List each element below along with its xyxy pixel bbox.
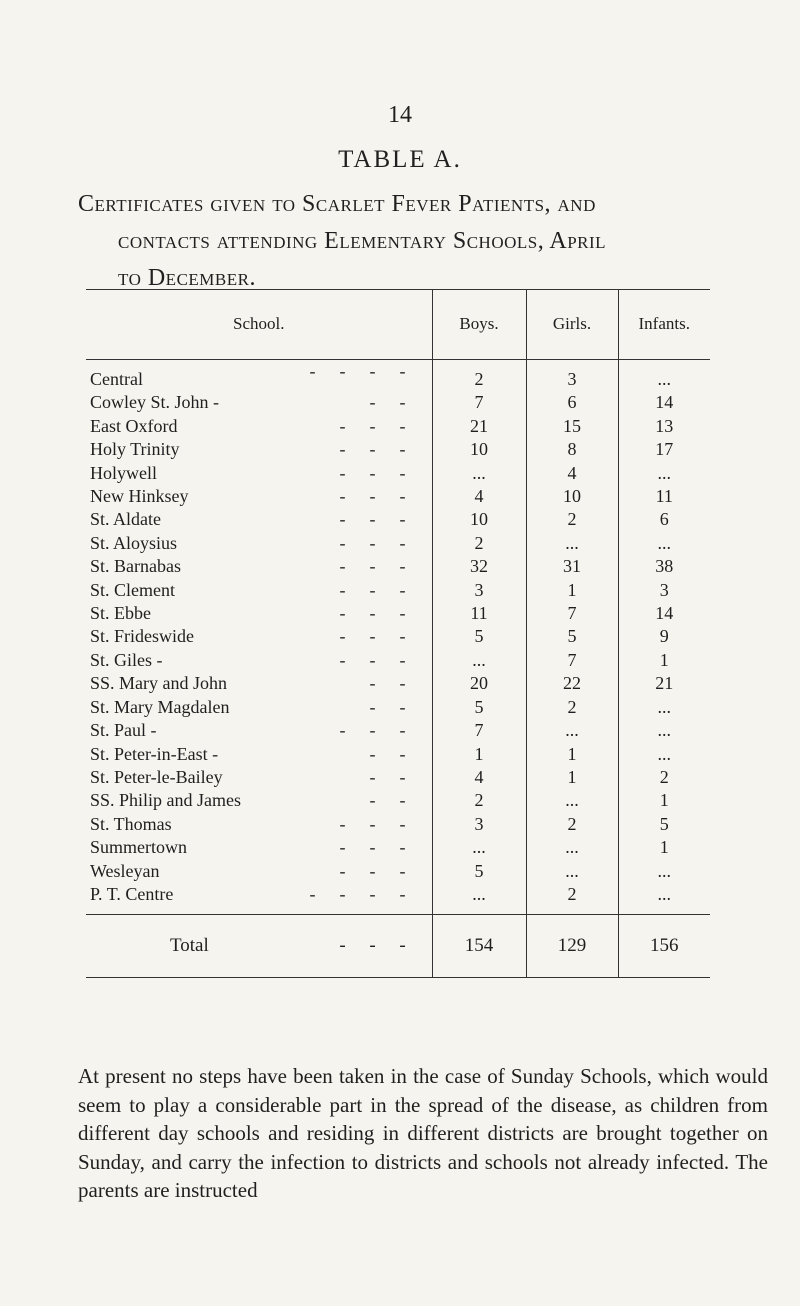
- dash-leader: [328, 579, 418, 602]
- cell-infants: ...: [618, 462, 710, 485]
- heading-line-3: to December.: [118, 265, 256, 291]
- dash: -: [369, 743, 376, 764]
- heading-line-1: Certificates given to Scarlet Fever Patients, and: [78, 191, 596, 217]
- school-name: St. Barnabas: [90, 556, 181, 577]
- table-row: [86, 860, 710, 883]
- school-name: Cowley St. John -: [90, 392, 220, 413]
- table-row: [86, 696, 710, 719]
- cell-boys: 2: [432, 360, 526, 392]
- table-row: [86, 438, 710, 461]
- cell-boys: 3: [432, 579, 526, 602]
- dash-leader: [328, 813, 418, 836]
- cell-girls: 7: [526, 649, 618, 672]
- table-row: [86, 485, 710, 508]
- cell-infants: ...: [618, 719, 710, 742]
- dash: -: [399, 883, 406, 904]
- cell-infants: ...: [618, 860, 710, 883]
- table-row: [86, 813, 710, 836]
- school-cell: [86, 719, 432, 742]
- cell-girls: 2: [526, 696, 618, 719]
- cell-infants: 1: [618, 649, 710, 672]
- cell-girls: ...: [526, 860, 618, 883]
- dash: -: [399, 603, 406, 624]
- dash: -: [369, 813, 376, 834]
- cell-boys: 3: [432, 813, 526, 836]
- dash-leader: [358, 391, 418, 414]
- dash: -: [399, 415, 406, 436]
- total-girls: 129: [526, 915, 618, 978]
- cell-boys: 7: [432, 719, 526, 742]
- column-header-school: School.: [86, 290, 432, 360]
- school-name: St. Ebbe: [90, 603, 151, 624]
- dash: -: [339, 813, 346, 834]
- school-name: St. Giles -: [90, 649, 163, 670]
- school-cell: [86, 391, 432, 414]
- school-name: St. Thomas: [90, 813, 172, 834]
- cell-boys: ...: [432, 883, 526, 915]
- school-cell: [86, 602, 432, 625]
- dash: -: [399, 720, 406, 741]
- cell-girls: 1: [526, 766, 618, 789]
- dash: -: [339, 935, 346, 957]
- table-row: [86, 360, 710, 392]
- school-name: New Hinksey: [90, 486, 189, 507]
- school-name: Central: [90, 369, 143, 389]
- school-name: St. Peter-in-East -: [90, 743, 219, 764]
- dash: -: [369, 766, 376, 787]
- dash-leader: [298, 883, 418, 906]
- dash-leader: [328, 625, 418, 648]
- dash-leader: [358, 766, 418, 789]
- dash: -: [399, 392, 406, 413]
- cell-infants: ...: [618, 696, 710, 719]
- dash: -: [339, 649, 346, 670]
- dash: -: [369, 579, 376, 600]
- school-name: St. Aloysius: [90, 532, 178, 553]
- dash-leader: [358, 743, 418, 766]
- cell-boys: 21: [432, 415, 526, 438]
- school-name: St. Frideswide: [90, 626, 195, 647]
- dash: -: [399, 673, 406, 694]
- dash: -: [399, 626, 406, 647]
- dash: -: [399, 696, 406, 717]
- school-cell: [86, 438, 432, 461]
- table-row: [86, 579, 710, 602]
- school-cell: [86, 649, 432, 672]
- cell-girls: 5: [526, 625, 618, 648]
- school-name: P. T. Centre: [90, 883, 174, 904]
- total-boys: 154: [432, 915, 526, 978]
- cell-infants: ...: [618, 532, 710, 555]
- cell-boys: 4: [432, 766, 526, 789]
- dash: -: [339, 439, 346, 460]
- cell-girls: 7: [526, 602, 618, 625]
- cell-girls: 10: [526, 485, 618, 508]
- dash: -: [339, 883, 346, 904]
- school-name: Wesleyan: [90, 860, 160, 881]
- dash: -: [369, 532, 376, 553]
- cell-boys: 2: [432, 789, 526, 812]
- dash: -: [369, 415, 376, 436]
- table-heading: [78, 186, 768, 297]
- cell-girls: ...: [526, 789, 618, 812]
- school-cell: [86, 625, 432, 648]
- heading-line-2: contacts attending Elementary Schools, April: [118, 228, 607, 254]
- school-name: Holywell: [90, 462, 157, 483]
- dash: -: [339, 415, 346, 436]
- school-cell: [86, 743, 432, 766]
- dash: -: [339, 532, 346, 553]
- table-header-row: [86, 290, 710, 360]
- cell-girls: 3: [526, 360, 618, 392]
- cell-boys: 5: [432, 860, 526, 883]
- total-label: Total: [170, 935, 209, 957]
- dash-leader: [328, 555, 418, 578]
- dash-leader: [328, 836, 418, 859]
- cell-girls: 4: [526, 462, 618, 485]
- dash-leader: [298, 360, 418, 383]
- dash: -: [399, 439, 406, 460]
- table-row: [86, 415, 710, 438]
- dash-leader: [328, 462, 418, 485]
- dash: -: [339, 486, 346, 507]
- table-row: [86, 462, 710, 485]
- dash-leader: [328, 532, 418, 555]
- cell-infants: ...: [618, 883, 710, 915]
- dash-leader: [328, 602, 418, 625]
- dash: -: [369, 883, 376, 904]
- cell-boys: 5: [432, 696, 526, 719]
- cell-boys: 7: [432, 391, 526, 414]
- dash: -: [369, 556, 376, 577]
- cell-infants: 5: [618, 813, 710, 836]
- table-row: [86, 672, 710, 695]
- school-name: SS. Philip and James: [90, 790, 242, 811]
- cell-boys: 20: [432, 672, 526, 695]
- dash: -: [369, 509, 376, 530]
- body-paragraph: At present no steps have been taken in the case of Sunday Schools, which would seem to play a considerable part in the spread of the disease, as children from different day schools and residing in different districts are brought together on Sunday, and carry the infection to districts and schools not already infected. The parents are instructed: [78, 1064, 768, 1202]
- dash: -: [369, 486, 376, 507]
- dash: -: [339, 556, 346, 577]
- dash: -: [399, 649, 406, 670]
- table-row: [86, 391, 710, 414]
- school-name: St. Clement: [90, 579, 175, 600]
- dash: -: [309, 883, 316, 904]
- dash: -: [369, 837, 376, 858]
- table-row: [86, 532, 710, 555]
- dash: -: [369, 462, 376, 483]
- dash: -: [339, 626, 346, 647]
- dash: -: [369, 673, 376, 694]
- cell-infants: 14: [618, 602, 710, 625]
- table-row: [86, 883, 710, 915]
- cell-boys: ...: [432, 462, 526, 485]
- dash: -: [369, 439, 376, 460]
- dash: -: [369, 860, 376, 881]
- dash: -: [339, 603, 346, 624]
- cell-infants: 21: [618, 672, 710, 695]
- cell-infants: 17: [618, 438, 710, 461]
- table-title: TABLE A.: [338, 146, 462, 173]
- total-row: [86, 915, 710, 978]
- cell-girls: ...: [526, 532, 618, 555]
- cell-boys: 2: [432, 532, 526, 555]
- school-cell: [86, 485, 432, 508]
- dash-leader: [328, 719, 418, 742]
- cell-girls: ...: [526, 836, 618, 859]
- dash: -: [399, 790, 406, 811]
- cell-infants: 1: [618, 789, 710, 812]
- school-name: SS. Mary and John: [90, 673, 228, 694]
- school-cell: [86, 672, 432, 695]
- cell-boys: 1: [432, 743, 526, 766]
- school-cell: [86, 579, 432, 602]
- cell-girls: 2: [526, 508, 618, 531]
- cell-girls: 15: [526, 415, 618, 438]
- cell-girls: ...: [526, 719, 618, 742]
- dash: -: [399, 743, 406, 764]
- cell-boys: 5: [432, 625, 526, 648]
- cell-boys: 10: [432, 508, 526, 531]
- dash: -: [309, 361, 316, 381]
- total-label-cell: [86, 915, 432, 978]
- dash: -: [339, 579, 346, 600]
- dash: -: [399, 860, 406, 881]
- cell-infants: ...: [618, 360, 710, 392]
- dash: -: [369, 626, 376, 647]
- cell-boys: 32: [432, 555, 526, 578]
- school-cell: [86, 532, 432, 555]
- certificates-table: [86, 289, 710, 978]
- cell-girls: 2: [526, 813, 618, 836]
- cell-infants: 38: [618, 555, 710, 578]
- school-cell: [86, 883, 432, 915]
- cell-infants: 6: [618, 508, 710, 531]
- cell-girls: 1: [526, 743, 618, 766]
- cell-infants: 1: [618, 836, 710, 859]
- school-cell: [86, 360, 432, 392]
- dash: -: [369, 935, 376, 957]
- school-name: St. Mary Magdalen: [90, 696, 230, 717]
- school-name: St. Peter-le-Bailey: [90, 766, 223, 787]
- dash-leader: [328, 415, 418, 438]
- table-row: [86, 649, 710, 672]
- dash: -: [369, 392, 376, 413]
- table-row: [86, 719, 710, 742]
- dash: -: [399, 813, 406, 834]
- school-name: East Oxford: [90, 415, 178, 436]
- table-row: [86, 743, 710, 766]
- cell-boys: 4: [432, 485, 526, 508]
- dash-leader: [358, 696, 418, 719]
- dash: -: [369, 696, 376, 717]
- dash-leader: [328, 508, 418, 531]
- school-cell: [86, 415, 432, 438]
- cell-girls: 8: [526, 438, 618, 461]
- page-number: 14: [388, 102, 412, 128]
- cell-girls: 2: [526, 883, 618, 915]
- dash: -: [399, 532, 406, 553]
- school-name: St. Aldate: [90, 509, 161, 530]
- dash: -: [369, 790, 376, 811]
- table-row: [86, 766, 710, 789]
- cell-infants: 9: [618, 625, 710, 648]
- cell-girls: 6: [526, 391, 618, 414]
- school-cell: [86, 813, 432, 836]
- dash: -: [339, 837, 346, 858]
- school-name: Holy Trinity: [90, 439, 180, 460]
- cell-infants: 2: [618, 766, 710, 789]
- school-cell: [86, 860, 432, 883]
- cell-boys: 10: [432, 438, 526, 461]
- dash: -: [339, 720, 346, 741]
- table-row: [86, 625, 710, 648]
- column-header-boys: Boys.: [432, 290, 526, 360]
- dash: -: [369, 603, 376, 624]
- dash: -: [399, 486, 406, 507]
- dash-leader: [328, 485, 418, 508]
- cell-girls: 1: [526, 579, 618, 602]
- cell-infants: ...: [618, 743, 710, 766]
- dash: -: [339, 361, 346, 381]
- school-cell: [86, 462, 432, 485]
- dash-leader: [358, 789, 418, 812]
- dash: -: [399, 935, 406, 957]
- dash: -: [399, 462, 406, 483]
- school-cell: [86, 789, 432, 812]
- dash: -: [399, 766, 406, 787]
- table-row: [86, 789, 710, 812]
- total-dash-leader: [328, 935, 418, 957]
- cell-boys: ...: [432, 836, 526, 859]
- cell-boys: ...: [432, 649, 526, 672]
- table-row: [86, 836, 710, 859]
- dash: -: [399, 361, 406, 381]
- dash-leader: [328, 860, 418, 883]
- school-cell: [86, 696, 432, 719]
- column-header-girls: Girls.: [526, 290, 618, 360]
- school-cell: [86, 766, 432, 789]
- dash-leader: [328, 649, 418, 672]
- dash: -: [399, 556, 406, 577]
- dash: -: [369, 649, 376, 670]
- column-header-infants: Infants.: [618, 290, 710, 360]
- table-row: [86, 508, 710, 531]
- dash: -: [369, 361, 376, 381]
- dash: -: [339, 462, 346, 483]
- dash: -: [339, 860, 346, 881]
- cell-boys: 11: [432, 602, 526, 625]
- table-row: [86, 555, 710, 578]
- cell-infants: 14: [618, 391, 710, 414]
- dash-leader: [328, 438, 418, 461]
- dash: -: [399, 579, 406, 600]
- dash: -: [339, 509, 346, 530]
- cell-infants: 11: [618, 485, 710, 508]
- table-row: [86, 602, 710, 625]
- dash: -: [369, 720, 376, 741]
- cell-infants: 3: [618, 579, 710, 602]
- cell-girls: 31: [526, 555, 618, 578]
- dash-leader: [358, 672, 418, 695]
- dash: -: [399, 837, 406, 858]
- cell-infants: 13: [618, 415, 710, 438]
- school-cell: [86, 508, 432, 531]
- school-name: Summertown: [90, 837, 187, 858]
- school-name: St. Paul -: [90, 720, 157, 741]
- school-cell: [86, 836, 432, 859]
- total-infants: 156: [618, 915, 710, 978]
- dash: -: [399, 509, 406, 530]
- table-body: [86, 360, 710, 915]
- school-cell: [86, 555, 432, 578]
- cell-girls: 22: [526, 672, 618, 695]
